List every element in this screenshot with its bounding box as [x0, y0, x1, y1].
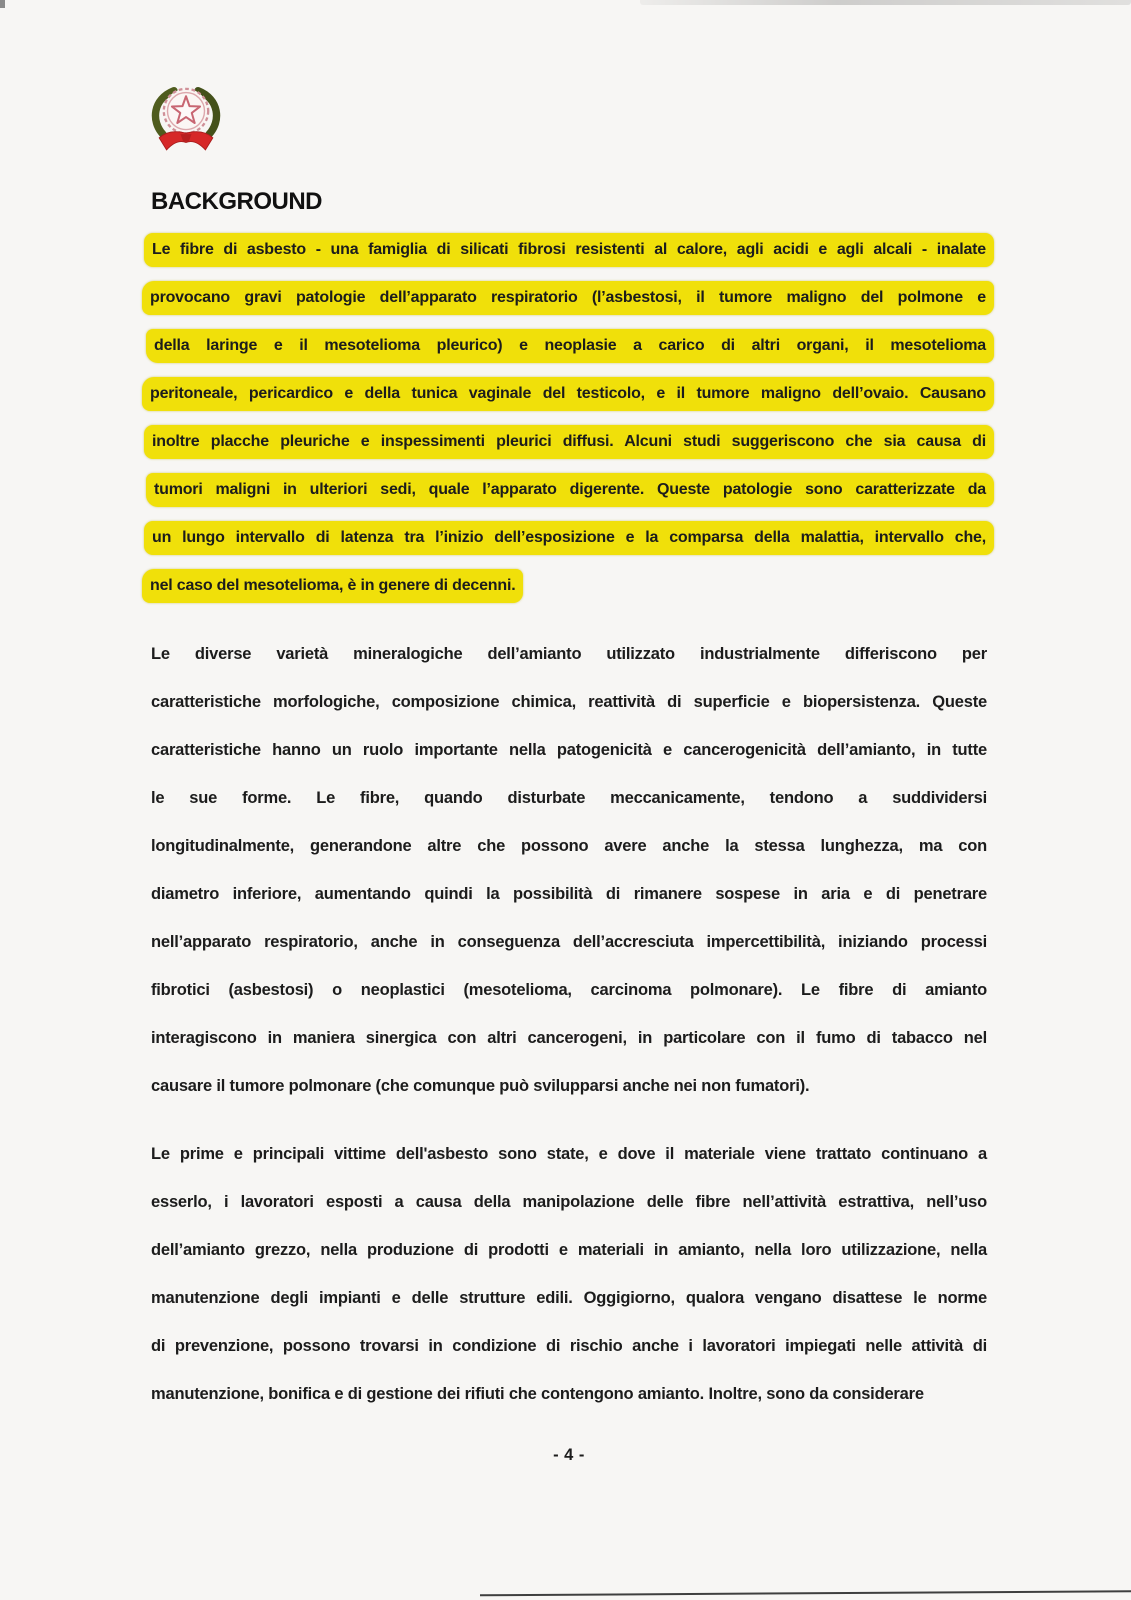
text-line: le sue forme. Le fibre, quando disturbate meccanicamente, tendono a suddividersi	[151, 789, 987, 807]
highlight-bar: tumori maligni in ulteriori sedi, quale l’apparato digerente. Queste patologie sono caratterizzate da	[146, 473, 994, 507]
highlight-bar: provocano gravi patologie dell’apparato respiratorio (l’asbestosi, il tumore maligno del polmone e	[142, 281, 994, 315]
highlighted-line	[144, 514, 994, 562]
highlighted-line	[144, 322, 994, 370]
highlight-bar: nel caso del mesotelioma, è in genere di decenni.	[142, 569, 523, 603]
scan-artifact-bottom-line	[480, 1590, 1131, 1596]
page-number: - 4 -	[553, 1446, 585, 1464]
text-line: di prevenzione, possono trovarsi in condizione di rischio anche i lavoratori impiegati nelle attività di	[151, 1337, 987, 1355]
highlighted-line	[144, 274, 994, 322]
highlighted-line	[144, 370, 994, 418]
text-line: esserlo, i lavoratori esposti a causa della manipolazione delle fibre nell’attività estrattiva, nell’uso	[151, 1193, 987, 1211]
paragraph-1	[151, 630, 987, 1110]
scan-artifact-top-streak	[640, 0, 1131, 5]
text-line: manutenzione degli impianti e delle strutture edili. Oggigiorno, qualora vengano disattese le norme	[151, 1289, 987, 1307]
text-line: fibrotici (asbestosi) o neoplastici (mesotelioma, carcinoma polmonare). Le fibre di amianto	[151, 981, 987, 999]
text-line: longitudinalmente, generandone altre che possono avere anche la stessa lunghezza, ma con	[151, 837, 987, 855]
scan-artifact-corner-mark	[0, 0, 5, 8]
highlight-bar: Le fibre di asbesto - una famiglia di silicati fibrosi resistenti al calore, agli acidi e agli alcali - inalate	[144, 233, 994, 267]
text-line: causare il tumore polmonare (che comunque può svilupparsi anche nei non fumatori).	[151, 1077, 810, 1095]
highlight-bar: inoltre placche pleuriche e inspessimenti pleurici diffusi. Alcuni studi suggeriscono che sia causa di	[144, 425, 994, 459]
highlighted-line	[144, 226, 994, 274]
text-line: manutenzione, bonifica e di gestione dei rifiuti che contengono amianto. Inoltre, sono da considerare	[151, 1385, 924, 1403]
text-line: Le diverse varietà mineralogiche dell’amianto utilizzato industrialmente differiscono per	[151, 645, 987, 663]
section-heading: BACKGROUND	[151, 188, 322, 215]
highlight-bar: della laringe e il mesotelioma pleurico) e neoplasie a carico di altri organi, il mesotelioma	[146, 329, 994, 363]
text-line: Le prime e principali vittime dell'asbesto sono state, e dove il materiale viene trattato continuano a	[151, 1145, 987, 1163]
highlighted-paragraph	[144, 226, 994, 610]
text-line: caratteristiche morfologiche, composizione chimica, reattività di superficie e biopersistenza. Queste	[151, 693, 987, 711]
italian-republic-emblem-icon	[149, 84, 223, 164]
text-line: caratteristiche hanno un ruolo importante nella patogenicità e cancerogenicità dell’amianto, in tutte	[151, 741, 987, 759]
text-line: interagiscono in maniera sinergica con altri cancerogeni, in particolare con il fumo di tabacco nel	[151, 1029, 987, 1047]
highlight-bar: peritoneale, pericardico e della tunica vaginale del testicolo, e il tumore maligno dell’ovaio. Causano	[142, 377, 994, 411]
text-line: dell’amianto grezzo, nella produzione di prodotti e materiali in amianto, nella loro utilizzazione, nella	[151, 1241, 987, 1259]
paragraph-2	[151, 1130, 987, 1418]
highlighted-line	[144, 418, 994, 466]
text-line: diametro inferiore, aumentando quindi la possibilità di rimanere sospese in aria e di penetrare	[151, 885, 987, 903]
text-line: nell’apparato respiratorio, anche in conseguenza dell’accresciuta impercettibilità, iniziando processi	[151, 933, 987, 951]
highlight-bar: un lungo intervallo di latenza tra l’inizio dell’esposizione e la comparsa della malattia, intervallo che,	[144, 521, 994, 555]
highlighted-line	[144, 466, 994, 514]
highlighted-line	[144, 562, 994, 610]
